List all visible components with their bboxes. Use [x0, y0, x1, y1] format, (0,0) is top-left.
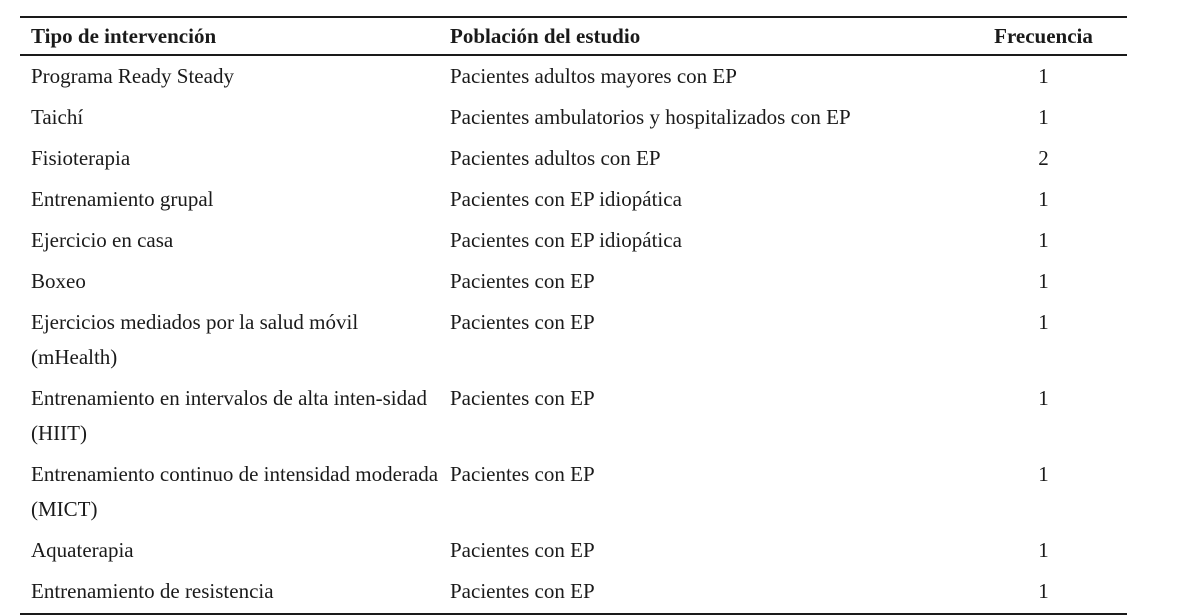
- table-row: [20, 221, 1127, 262]
- table-row: [20, 139, 1127, 180]
- cell-study-population: Pacientes con EP: [450, 538, 595, 562]
- cell-frequency: 1: [1038, 105, 1049, 129]
- header-frequency: Frecuencia: [994, 23, 1093, 48]
- cell-study-population: Pacientes con EP: [450, 462, 595, 486]
- cell-study-population: Pacientes con EP: [450, 386, 595, 410]
- cell-frequency: 2: [1038, 146, 1049, 170]
- table-row: [20, 262, 1127, 303]
- cell-intervention-type: Taichí: [31, 105, 84, 129]
- cell-study-population: Pacientes con EP: [450, 579, 595, 603]
- cell-intervention-type: Entrenamiento continuo de intensidad moderada (MICT): [31, 462, 439, 521]
- cell-intervention-type: Ejercicio en casa: [31, 228, 174, 252]
- cell-study-population: Pacientes con EP idiopática: [450, 187, 682, 211]
- intervention-table-container: [20, 16, 1127, 615]
- cell-study-population: Pacientes con EP: [450, 269, 595, 293]
- cell-intervention-type: Boxeo: [31, 269, 86, 293]
- table-body: [20, 55, 1127, 614]
- table-row: [20, 180, 1127, 221]
- cell-intervention-type: Entrenamiento en intervalos de alta inten-sidad (HIIT): [31, 386, 427, 445]
- table-header-row: [20, 17, 1127, 55]
- cell-frequency: 1: [1038, 187, 1049, 211]
- cell-frequency: 1: [1038, 462, 1049, 486]
- cell-study-population: Pacientes con EP: [450, 310, 595, 334]
- cell-frequency: 1: [1038, 386, 1049, 410]
- cell-intervention-type: Entrenamiento grupal: [31, 187, 214, 211]
- cell-frequency: 1: [1038, 538, 1049, 562]
- cell-study-population: Pacientes adultos con EP: [450, 146, 661, 170]
- cell-study-population: Pacientes ambulatorios y hospitalizados con EP: [450, 105, 851, 129]
- cell-intervention-type: Aquaterapia: [31, 538, 134, 562]
- table-row: [20, 98, 1127, 139]
- cell-intervention-type: Fisioterapia: [31, 146, 131, 170]
- table-header: [20, 17, 1127, 55]
- header-study-population: Población del estudio: [450, 23, 641, 48]
- intervention-table: [20, 16, 1127, 615]
- cell-frequency: 1: [1038, 579, 1049, 603]
- cell-frequency: 1: [1038, 228, 1049, 252]
- cell-frequency: 1: [1038, 269, 1049, 293]
- cell-intervention-type: Entrenamiento de resistencia: [31, 579, 274, 603]
- cell-frequency: 1: [1038, 310, 1049, 334]
- cell-study-population: Pacientes adultos mayores con EP: [450, 64, 737, 88]
- header-intervention-type: Tipo de intervención: [31, 23, 217, 48]
- table-row: [20, 55, 1127, 98]
- table-row: [20, 303, 1127, 379]
- cell-intervention-type: Programa Ready Steady: [31, 64, 234, 88]
- table-row: [20, 572, 1127, 614]
- table-row: [20, 379, 1127, 455]
- cell-intervention-type: Ejercicios mediados por la salud móvil (mHealth): [31, 310, 359, 369]
- cell-study-population: Pacientes con EP idiopática: [450, 228, 682, 252]
- table-row: [20, 531, 1127, 572]
- cell-frequency: 1: [1038, 64, 1049, 88]
- table-row: [20, 455, 1127, 531]
